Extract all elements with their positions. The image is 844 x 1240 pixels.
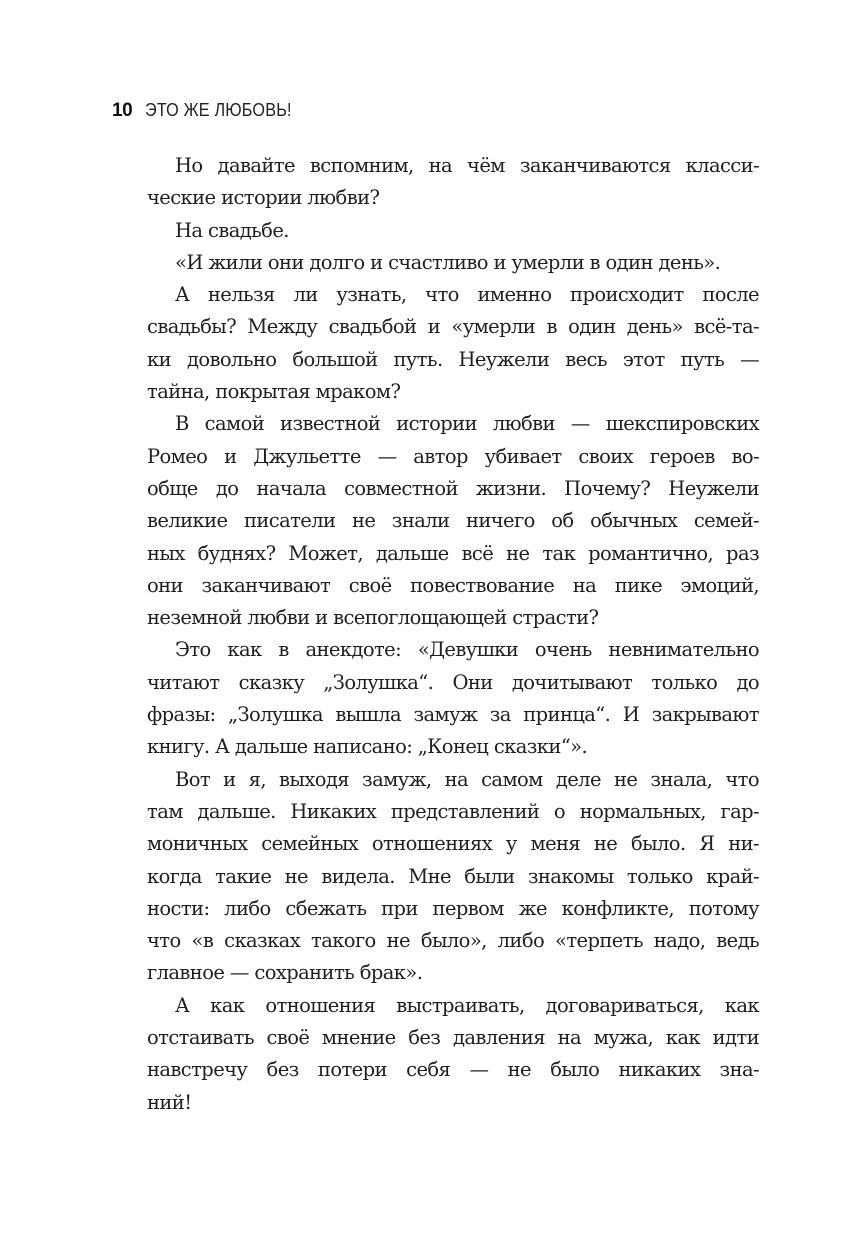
text-line: читают сказку „Золушка“. Они дочитывают только до [147, 670, 759, 694]
text-line: На свадьбе. [175, 218, 289, 242]
page-number: 10 [112, 100, 133, 121]
text-line: ний! [147, 1090, 192, 1114]
text-line: когда такие не видела. Мне были знакомы только край- [147, 864, 759, 888]
text-line: ки довольно большой путь. Неужели весь этот путь — [147, 347, 759, 371]
text-line: великие писатели не знали ничего об обычных семей- [147, 509, 759, 533]
text-line: Но давайте вспомним, на чём заканчиваются класси- [175, 154, 759, 177]
text-line: тайна, покрытая мраком? [147, 380, 401, 404]
text-line: ности: либо сбежать при первом же конфликте, потому [147, 896, 759, 920]
text-line: «И жили они долго и счастливо и умерли в один день». [175, 250, 721, 274]
text-line: они заканчивают своё повествование на пике эмоций, [147, 573, 759, 597]
text-line: навстречу без потери себя — не было никаких зна- [147, 1058, 759, 1082]
text-line: неземной любви и всепоглощающей страсти? [147, 606, 599, 630]
text-line: там дальше. Никаких представлений о нормальных, гар- [147, 799, 759, 823]
text-line: книгу. А дальше написано: „Конец сказки“». [147, 735, 588, 759]
text-line: ных буднях? Может, дальше всё не так романтично, раз [147, 541, 759, 565]
text-line: свадьбы? Между свадьбой и «умерли в один день» всё-та- [147, 315, 759, 339]
text-line: Ромео и Джульетте — автор убивает своих героев во- [147, 444, 759, 468]
text-line: Это как в анекдоте: «Девушки очень невнимательно [175, 638, 759, 662]
text-line: ческие истории любви? [147, 186, 380, 210]
text-line: обще до начала совместной жизни. Почему? Неужели [147, 476, 759, 500]
body-text [147, 150, 759, 1119]
running-title: ЭТО ЖЕ ЛЮБОВЬ! [145, 100, 292, 120]
text-line: А как отношения выстраивать, договариваться, как [175, 993, 759, 1017]
text-line: что «в сказках такого не было», либо «терпеть надо, ведь [147, 929, 759, 953]
running-head [112, 100, 308, 130]
text-line: отстаивать своё мнение без давления на мужа, как идти [147, 1026, 759, 1050]
text-line: В самой известной истории любви — шекспировских [175, 412, 759, 436]
text-line: моничных семейных отношениях у меня не было. Я ни- [147, 832, 759, 856]
text-line: главное — сохранить брак». [147, 961, 423, 985]
text-line: А нельзя ли узнать, что именно происходит после [175, 283, 759, 307]
text-line: фразы: „Золушка вышла замуж за принца“. И закрывают [147, 703, 759, 727]
text-line: Вот и я, выходя замуж, на самом деле не знала, что [175, 767, 759, 791]
